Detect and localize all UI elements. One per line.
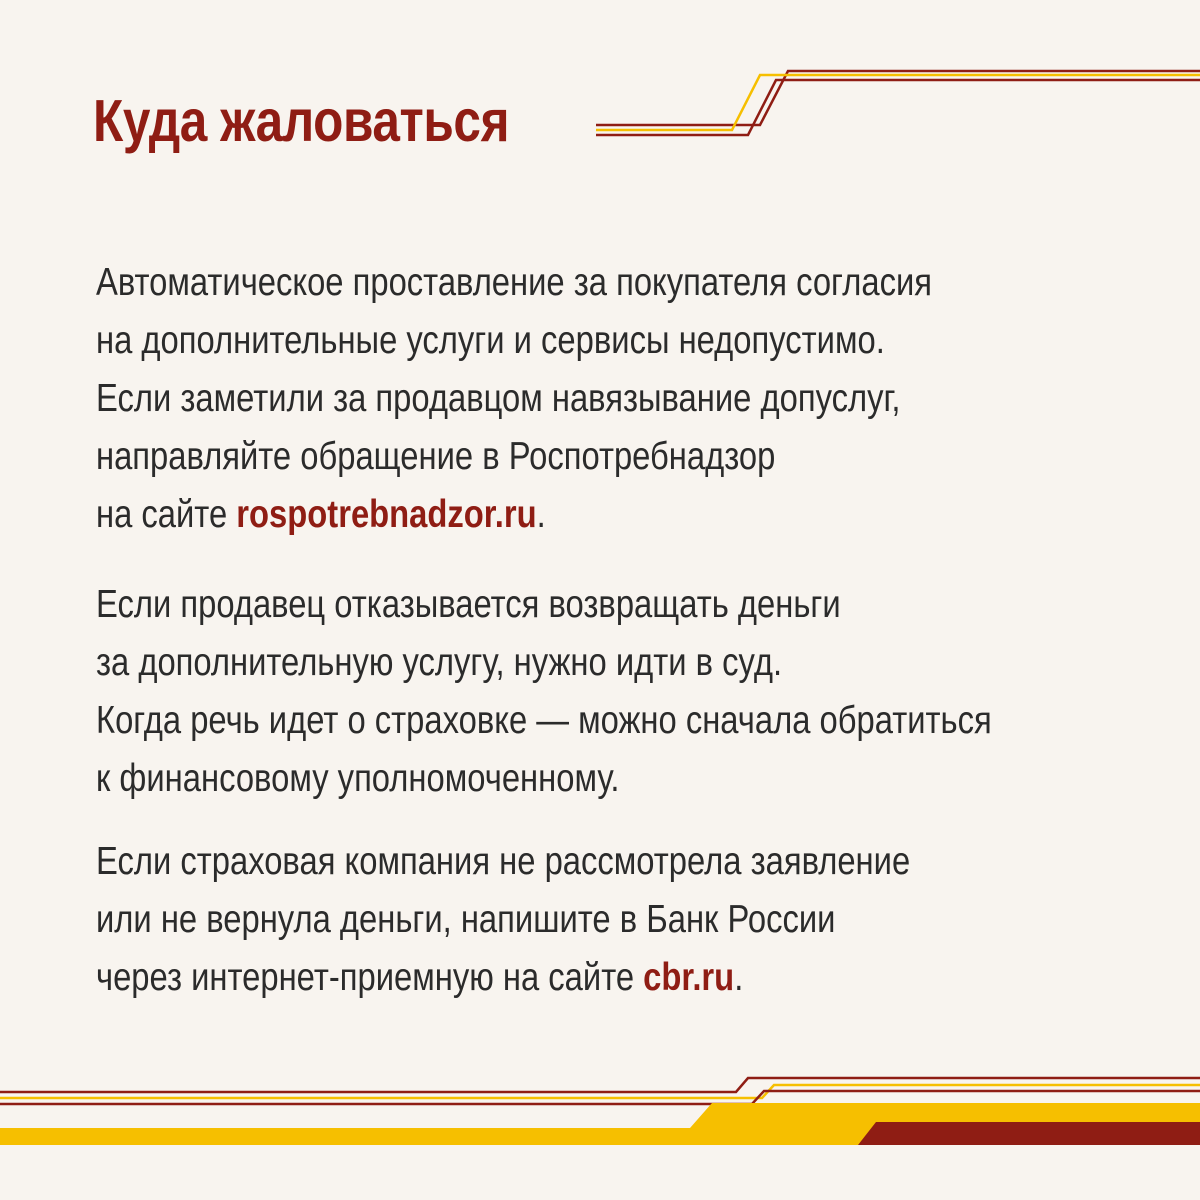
paragraph-1-line-2: на дополнительные услуги и сервисы недопустимо. <box>96 319 885 362</box>
paragraph-1-line-5 <box>96 486 932 544</box>
page-title: Куда жаловаться <box>93 88 510 154</box>
paragraph-bank-of-russia <box>96 833 910 1007</box>
paragraph-3-line-2: или не вернула деньги, напишите в Банк России <box>96 898 836 941</box>
paragraph-2-line-1: Если продавец отказывается возвращать деньги <box>96 583 841 626</box>
paragraph-court-financial-ombudsman <box>96 576 992 808</box>
paragraph-1-line-4: направляйте обращение в Роспотребнадзор <box>96 435 776 478</box>
paragraph-3-period: . <box>734 956 744 999</box>
paragraph-1-line-3: Если заметили за продавцом навязывание допуслуг, <box>96 377 901 420</box>
top-yellow-line-middle <box>596 75 1200 130</box>
paragraph-2-line-2: за дополнительную услугу, нужно идти в суд. <box>96 641 783 684</box>
paragraph-3-line-3 <box>96 949 910 1007</box>
top-red-line-lower <box>596 80 1200 135</box>
paragraph-rospotrebnadzor <box>96 254 932 544</box>
rospotrebnadzor-link[interactable]: rospotrebnadzor.ru <box>236 493 537 536</box>
paragraph-2-line-3: Когда речь идет о страховке — можно сначала обратиться <box>96 699 992 742</box>
paragraph-1-period: . <box>536 493 546 536</box>
paragraph-1-site-prefix: на сайте <box>96 493 237 536</box>
bottom-red-band <box>858 1122 1200 1145</box>
cbr-link[interactable]: cbr.ru <box>643 956 735 999</box>
paragraph-2-line-4: к финансовому уполномоченному. <box>96 757 620 800</box>
paragraph-1-line-1: Автоматическое проставление за покупателя согласия <box>96 261 933 304</box>
paragraph-3-line-1: Если страховая компания не рассмотрела заявление <box>96 840 911 883</box>
bottom-decorative-stripes <box>0 1040 1200 1200</box>
paragraph-3-site-prefix: через интернет-приемную на сайте <box>96 956 644 999</box>
